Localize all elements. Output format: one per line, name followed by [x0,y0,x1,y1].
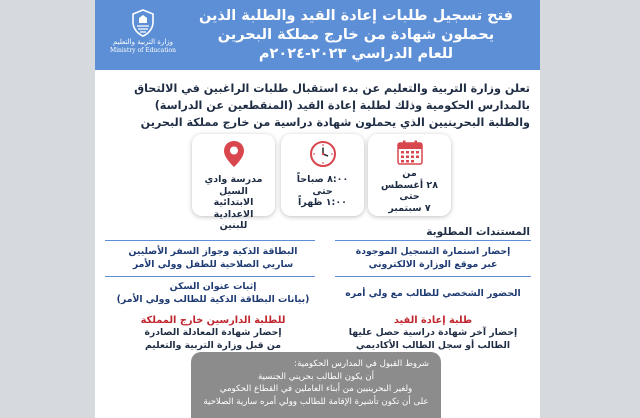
doc-text: عبر موقع الوزارة الالكتروني [368,258,498,270]
abroad-line: من قبل وزارة التربية والتعليم [145,339,281,351]
ministry-logo [108,8,178,63]
doc-text: إحضار استمارة التسجيل الموجودة [355,246,511,257]
abroad-title: للطلبة الدارسين خارج المملكة [140,315,286,326]
intro-line: بالمدارس الحكومية وذلك لطلبة إعادة القيد (المنقطعين عن الدراسة) [154,99,530,112]
info-row [95,134,540,231]
doc-text: ساريي الصلاحية للطفل وولي الأمر [132,258,294,270]
doc-text: البطاقة الذكية وجواز السفر الأصليين [128,246,298,257]
date-line: ٢٨ أغسطس [380,179,438,191]
doc-text: (بيانات البطاقة الذكية للطالب وولي الأمر) [116,293,310,305]
condition-line: على أن تكون تأشيرة الإقامة للطالب وولي أمره سارية الصلاحية [203,396,429,407]
time-box [281,134,364,216]
doc-item-form [335,246,531,271]
divider [105,240,315,241]
location-line: الابتدائية الاعدادية [213,197,254,220]
date-line: من [402,168,417,179]
date-line: ٧ سبتمبر [388,202,431,214]
conditions-box [191,352,441,418]
title-line: فتح تسجيل طلبات إعادة القيد والطلبة الذين [198,8,514,24]
page-title [186,7,526,64]
abroad-line: إحضار شهادة المعادلة الصادرة [144,327,282,338]
date-line: حتى [399,191,420,202]
doc-item-id-passport [115,246,311,271]
logo-english-text: Ministry of Education [109,47,177,54]
time-line: ٨:٠٠ صباحاً [296,174,349,185]
divider [105,276,315,277]
divider [335,240,531,241]
time-line: ١:٠٠ ظهراً [298,197,347,208]
location-line: للبنين [219,220,248,231]
calendar-icon [396,140,424,166]
location-pin-icon [223,140,245,168]
doc-item-presence [335,288,531,301]
condition-line: أن يكون الطالب بحريني الجنسية [257,371,375,382]
documents-title: المستندات المطلوبة [426,226,530,238]
reenroll-line: إحضار آخر شهادة دراسية حصل عليها [348,327,518,338]
intro-line: تعلن وزارة التربية والتعليم عن بدء استقبال طلبات الراغبين في الالتحاق [134,82,530,95]
date-box [368,134,451,216]
intro-paragraph [105,80,530,131]
conditions-title: شروط القبول في المدارس الحكومية: [294,359,429,369]
reenroll-title: طلبة إعادة القيد [393,315,473,326]
intro-line: والطلبة البحرينيين الذي يحملون شهادة دراسية من خارج مملكة البحرين [140,116,530,129]
clock-icon [309,140,337,168]
doc-item-address [115,281,311,306]
time-line: حتى [312,185,333,197]
condition-line: ولغير البحرينيين من أبناء العاملين في القطاع الحكومي [219,384,413,394]
location-box [192,134,275,231]
reenroll-line: الطالب أو سجل الطالب الأكاديمي [355,339,511,351]
title-line: يحملون شهادة من خارج مملكة البحرين [217,27,495,43]
header-banner [95,0,540,70]
doc-text: الحضور الشخصي للطالب مع ولي أمره [345,288,521,299]
logo-arabic-text: وزارة التربية والتعليم [112,38,174,46]
announcement-card [95,0,540,418]
title-line: للعام الدراسي ٢٠٢٣-٢٠٢٤م [258,46,454,62]
doc-text: إثبات عنوان السكن [169,281,257,292]
crest-icon [129,8,157,38]
abroad-body [115,327,311,352]
reenroll-body [335,327,531,352]
divider [335,276,531,277]
location-line: مدرسة وادي السيل [204,174,263,197]
